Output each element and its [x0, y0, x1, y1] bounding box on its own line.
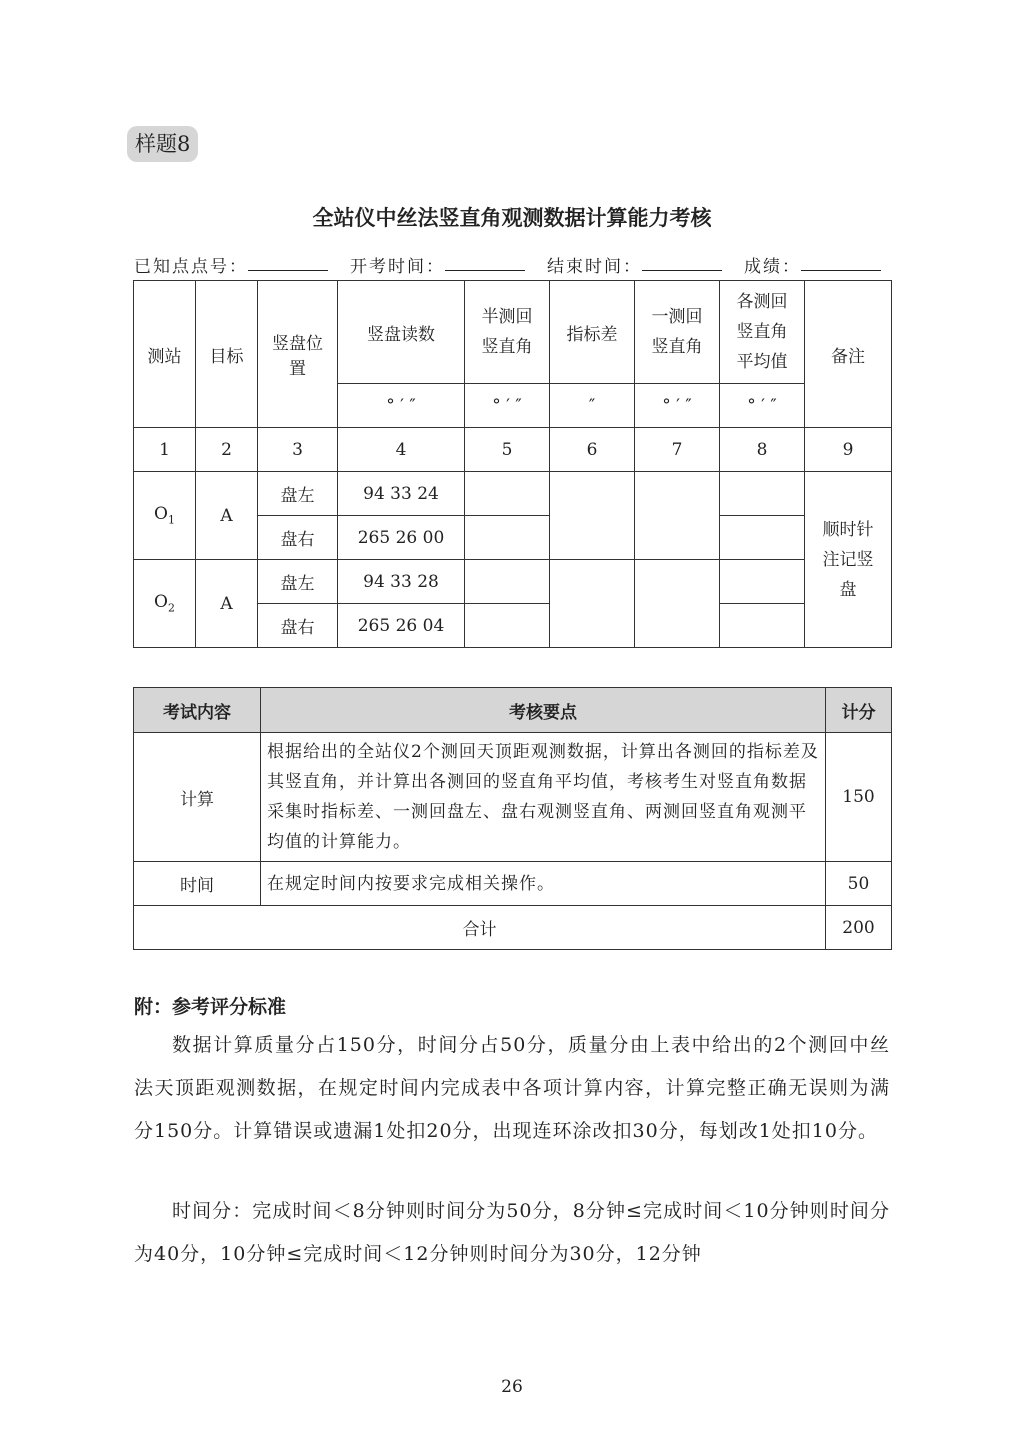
- station-cell: $O_2$: [134, 560, 196, 648]
- col-number: 7: [635, 428, 720, 472]
- half-angle-cell: [465, 560, 550, 604]
- end-time-blank: [642, 252, 722, 271]
- col-number: 5: [465, 428, 550, 472]
- unit-one-round: ° ′ ″: [635, 384, 720, 428]
- header-one-round: 一测回竖直角: [635, 281, 720, 384]
- reading-cell: 265 26 04: [338, 604, 465, 648]
- info-line: [134, 252, 894, 277]
- points-cell: 根据给出的全站仪2个测回天顶距观测数据，计算出各测回的指标差及其竖直角，并计算出各测回的竖直角平均值，考核考生对竖直角数据采集时指标差、一测回盘左、盘右观测竖直角、两测回竖直角观测平均值的计算能力。: [261, 733, 826, 862]
- avg-cell: [720, 604, 805, 648]
- page-number: 26: [501, 1377, 523, 1397]
- header-index-error: 指标差: [550, 281, 635, 384]
- header-score: 计分: [826, 688, 892, 733]
- col-number: 1: [134, 428, 196, 472]
- points-cell: 在规定时间内按要求完成相关操作。: [261, 862, 826, 906]
- header-position: 竖盘位置: [258, 281, 338, 428]
- reading-cell: 265 26 00: [338, 516, 465, 560]
- station-cell: $O_1$: [134, 472, 196, 560]
- col-number: 4: [338, 428, 465, 472]
- score-blank: [801, 252, 881, 271]
- half-angle-cell: [465, 604, 550, 648]
- unit-index-error: ″: [550, 384, 635, 428]
- target-cell: A: [196, 560, 258, 648]
- sample-tag: 样题8: [127, 126, 198, 162]
- observation-table: [133, 280, 892, 648]
- score-cell: 50: [826, 862, 892, 906]
- note-cell: 顺时针注记竖盘: [805, 472, 892, 648]
- content-cell: 计算: [134, 733, 261, 862]
- score-label: 成绩：: [744, 257, 801, 277]
- page-title: 全站仪中丝法竖直角观测数据计算能力考核: [312, 206, 712, 230]
- known-point-label: 已知点点号：: [134, 257, 248, 277]
- unit-half-angle: ° ′ ″: [465, 384, 550, 428]
- appendix-title: 附：参考评分标准: [134, 996, 287, 1018]
- index-error-cell: [550, 472, 635, 560]
- known-point-blank: [248, 252, 328, 271]
- avg-cell: [720, 516, 805, 560]
- appendix-paragraph: 时间分：完成时间＜8分钟则时间分为50分，8分钟≤完成时间＜10分钟则时间分为40分，10分钟≤完成时间＜12分钟则时间分为30分，12分钟: [134, 1200, 890, 1265]
- header-half-angle: 半测回竖直角: [465, 281, 550, 384]
- header-points: 考核要点: [261, 688, 826, 733]
- unit-reading: ° ′ ″: [338, 384, 465, 428]
- one-round-cell: [635, 560, 720, 648]
- col-number: 3: [258, 428, 338, 472]
- position-cell: 盘右: [258, 604, 338, 648]
- header-target: 目标: [196, 281, 258, 428]
- total-label: 合计: [134, 906, 826, 950]
- col-number: 8: [720, 428, 805, 472]
- avg-cell: [720, 472, 805, 516]
- position-cell: 盘左: [258, 560, 338, 604]
- target-cell: A: [196, 472, 258, 560]
- header-avg: 各测回竖直角平均值: [720, 281, 805, 384]
- content-cell: 时间: [134, 862, 261, 906]
- position-cell: 盘右: [258, 516, 338, 560]
- avg-cell: [720, 560, 805, 604]
- half-angle-cell: [465, 516, 550, 560]
- col-number: 2: [196, 428, 258, 472]
- header-reading: 竖盘读数: [338, 281, 465, 384]
- one-round-cell: [635, 472, 720, 560]
- col-number: 9: [805, 428, 892, 472]
- appendix-paragraph: 数据计算质量分占150分，时间分占50分，质量分由上表中给出的2个测回中丝法天顶距观测数据，在规定时间内完成表中各项计算内容，计算完整正确无误则为满分150分。计算错误或遗漏1处扣20分，出现连环涂改扣30分，每划改1处扣10分。: [134, 1034, 890, 1142]
- header-content: 考试内容: [134, 688, 261, 733]
- unit-avg: ° ′ ″: [720, 384, 805, 428]
- position-cell: 盘左: [258, 472, 338, 516]
- scoring-table: [133, 687, 892, 950]
- header-station: 测站: [134, 281, 196, 428]
- reading-cell: 94 33 28: [338, 560, 465, 604]
- start-time-blank: [445, 252, 525, 271]
- index-error-cell: [550, 560, 635, 648]
- start-time-label: 开考时间：: [350, 257, 445, 277]
- col-number: 6: [550, 428, 635, 472]
- header-note: 备注: [805, 281, 892, 428]
- reading-cell: 94 33 24: [338, 472, 465, 516]
- end-time-label: 结束时间：: [547, 257, 642, 277]
- total-score: 200: [826, 906, 892, 950]
- score-cell: 150: [826, 733, 892, 862]
- half-angle-cell: [465, 472, 550, 516]
